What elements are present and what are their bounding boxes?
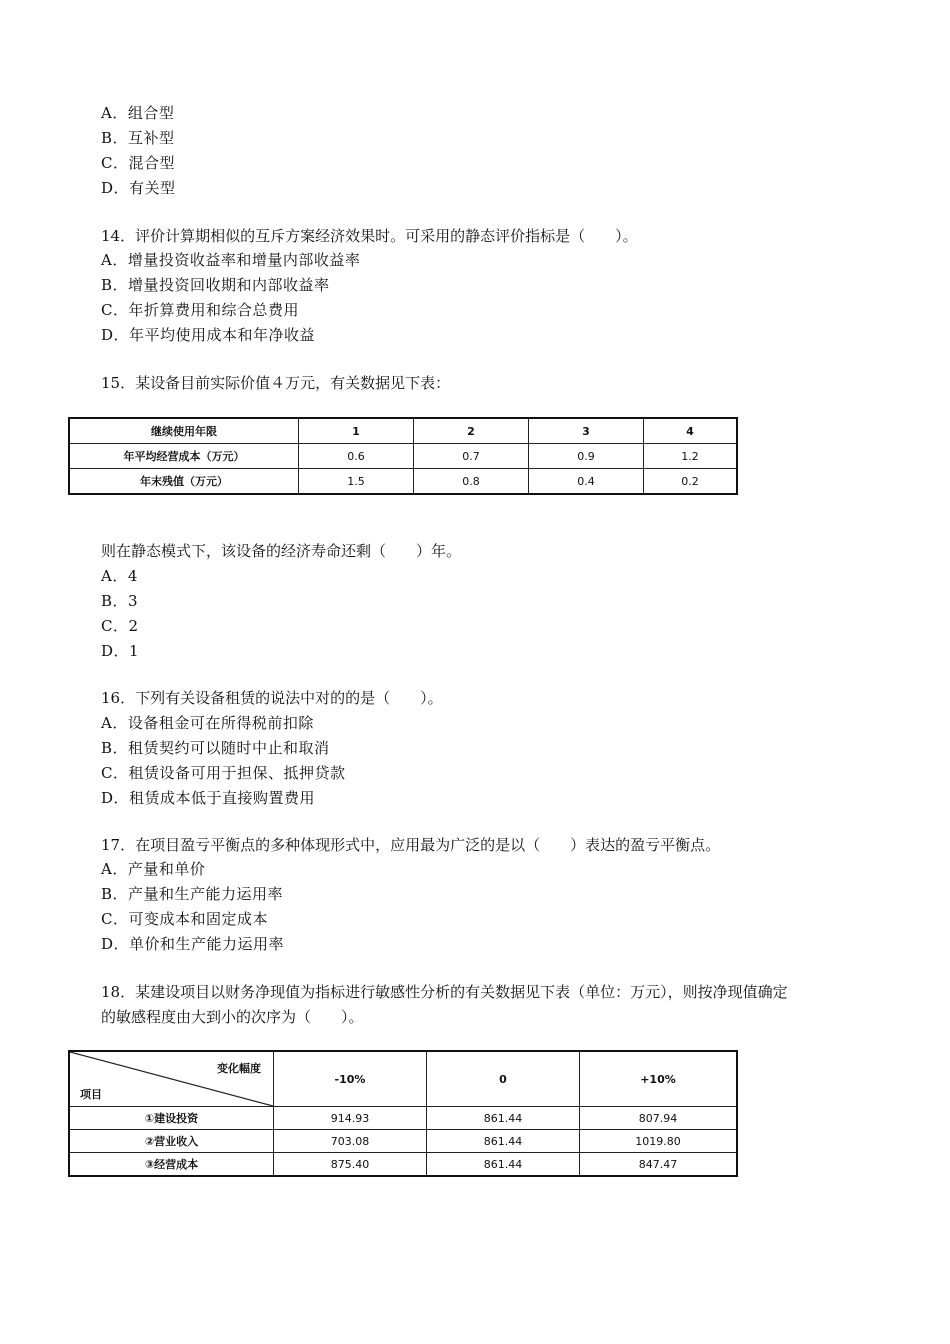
table-cell: 0.4 [529, 469, 644, 495]
table-header-cell: 3 [529, 418, 644, 444]
table-header-cell: +10% [580, 1051, 738, 1107]
table-cell: 875.40 [274, 1153, 427, 1177]
table-cell: 807.94 [580, 1107, 738, 1130]
q16-option-a: A．设备租金可在所得税前扣除 [101, 714, 314, 732]
q15-table [68, 417, 738, 495]
q14-option-b: B．增量投资回收期和内部收益率 [101, 276, 330, 294]
q13-option-b: B．互补型 [101, 129, 175, 147]
table-cell: 0.8 [414, 469, 529, 495]
table-cell: ③经营成本 [69, 1153, 274, 1177]
table-cell: 0.6 [299, 444, 414, 469]
table-row [69, 469, 737, 495]
q17-option-a: A．产量和单价 [101, 860, 206, 878]
q17-option-c: C．可变成本和固定成本 [101, 910, 268, 928]
table-row [69, 1107, 737, 1130]
table-cell: 0.2 [644, 469, 738, 495]
q14-option-d: D．年平均使用成本和年净收益 [101, 326, 316, 344]
q18-stem-line1: 18．某建设项目以财务净现值为指标进行敏感性分析的有关数据见下表（单位：万元），则按净现值确定 [101, 983, 788, 1001]
table-cell: 0.9 [529, 444, 644, 469]
table-cell: 703.08 [274, 1130, 427, 1153]
table-row [69, 444, 737, 469]
q14-option-a: A．增量投资收益率和增量内部收益率 [101, 251, 361, 269]
q15-option-b: B．3 [101, 592, 139, 610]
table-cell: 861.44 [427, 1153, 580, 1177]
q15-option-a: A．4 [101, 567, 138, 585]
corner-label-top: 变化幅度 [217, 1062, 261, 1075]
table-header-cell: 4 [644, 418, 738, 444]
table-cell: ①建设投资 [69, 1107, 274, 1130]
q14-option-c: C．年折算费用和综合总费用 [101, 301, 299, 319]
table-header-cell: 1 [299, 418, 414, 444]
table-header-cell: -10% [274, 1051, 427, 1107]
q17-stem: 17．在项目盈亏平衡点的多种体现形式中，应用最为广泛的是以（ ）表达的盈亏平衡点。 [101, 836, 721, 854]
table-row [69, 418, 737, 444]
table-cell: 年末残值（万元） [69, 469, 299, 495]
q13-option-a: A．组合型 [101, 104, 175, 122]
q16-option-c: C．租赁设备可用于担保、抵押贷款 [101, 764, 346, 782]
table-cell: 年平均经营成本（万元） [69, 444, 299, 469]
q18-table [68, 1050, 738, 1177]
q17-option-b: B．产量和生产能力运用率 [101, 885, 284, 903]
corner-label-bottom: 项目 [80, 1088, 102, 1101]
q16-option-b: B．租赁契约可以随时中止和取消 [101, 739, 330, 757]
q16-stem: 16．下列有关设备租赁的说法中对的的是（ ）。 [101, 689, 443, 707]
table-header-cell: 0 [427, 1051, 580, 1107]
table-cell: 1019.80 [580, 1130, 738, 1153]
table-row [69, 1130, 737, 1153]
table-cell: 0.7 [414, 444, 529, 469]
table-cell: 847.47 [580, 1153, 738, 1177]
table-header-cell: 继续使用年限 [69, 418, 299, 444]
table-header-cell: 2 [414, 418, 529, 444]
table-row [69, 1051, 737, 1107]
q16-option-d: D．租赁成本低于直接购置费用 [101, 789, 316, 807]
table-corner-cell [69, 1051, 274, 1107]
q17-option-d: D．单价和生产能力运用率 [101, 935, 285, 953]
q13-option-d: D．有关型 [101, 179, 176, 197]
table-cell: 1.5 [299, 469, 414, 495]
table-cell: 1.2 [644, 444, 738, 469]
q14-stem: 14．评价计算期相似的互斥方案经济效果时。可采用的静态评价指标是（ ）。 [101, 227, 638, 245]
q13-option-c: C．混合型 [101, 154, 175, 172]
q15-option-c: C．2 [101, 617, 139, 635]
q15-option-d: D．1 [101, 642, 140, 660]
table-cell: 861.44 [427, 1107, 580, 1130]
q15-stem: 15．某设备目前实际价值４万元，有关数据见下表： [101, 374, 451, 392]
table-cell: 914.93 [274, 1107, 427, 1130]
table-cell: ②营业收入 [69, 1130, 274, 1153]
q15-follow-up: 则在静态模式下，该设备的经济寿命还剩（ ）年。 [101, 542, 462, 560]
table-row [69, 1153, 737, 1177]
table-cell: 861.44 [427, 1130, 580, 1153]
q18-stem-line2: 的敏感程度由大到小的次序为（ ）。 [101, 1008, 364, 1026]
